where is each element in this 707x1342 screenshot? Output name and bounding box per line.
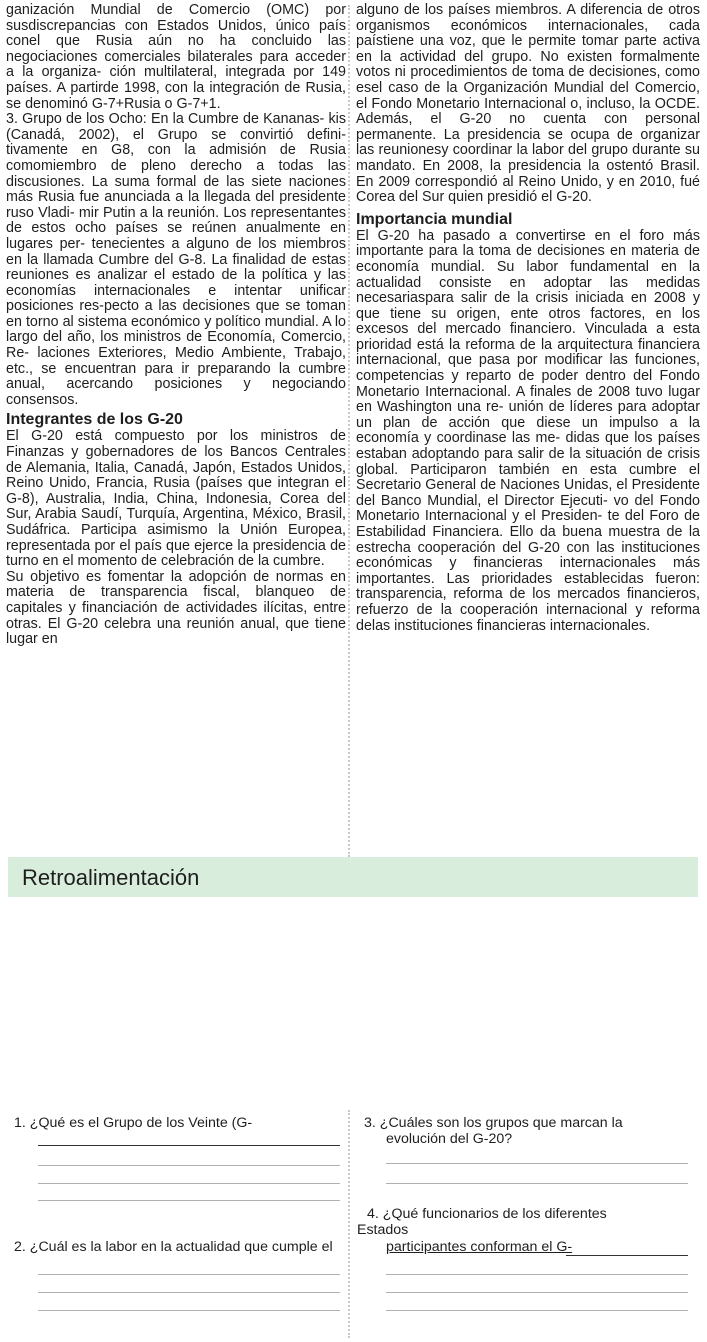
left-intro-paragraph: ganización Mundial de Comercio (OMC) por susdiscrepancias con Estados Unidos, único país conel que Rusia aún no ha concluido las negociaciones comerciales bilaterales para acceder a la organiza- ción multilateral, integrada por 149 países. A partirde 1998, con la integración de Rusia, se denominó G-7+Rusia o G-7+1. (6, 2, 346, 112)
importancia-heading: Importancia mundial (356, 210, 513, 228)
banner-title: Retroalimentación (22, 865, 200, 890)
answer-line-q3-b[interactable] (386, 1183, 688, 1184)
right-column (356, 3, 700, 634)
answer-line-q1-a[interactable] (38, 1145, 340, 1146)
answer-line-q4-c[interactable] (386, 1310, 688, 1311)
retroalimentacion-banner (8, 857, 698, 897)
answer-line-q2-b[interactable] (38, 1292, 340, 1293)
answer-line-q4-tail[interactable] (566, 1255, 688, 1256)
column-divider-bottom (348, 1110, 350, 1338)
column-divider-top (348, 5, 350, 857)
integrantes-heading: Integrantes de los G-20 (6, 411, 183, 429)
answer-line-q2-c[interactable] (38, 1310, 340, 1311)
integrantes-paragraph-1: El G-20 está compuesto por los ministros de Finanzas y gobernadores de los Bancos Centrales de Alemania, Italia, Canadá, Japón, Estados Unidos, Reino Unido, Francia, Rusia (países que integran el G-8), Australia, India, China, Indonesia, Corea del Sur, Arabia Saudí, Turquía, Argentina, México, Brasil, Sudáfrica. Participa asimismo la Unión Europea, representada por el país que ejerce la presidencia de turno en el momento de celebración de la cumbre. (6, 428, 346, 570)
question-3-line-1: 3. ¿Cuáles son los grupos que marcan la (364, 1115, 623, 1131)
answer-line-q1-c[interactable] (38, 1183, 340, 1184)
answer-line-q1-d[interactable] (38, 1200, 340, 1201)
answer-line-q4-b[interactable] (386, 1292, 688, 1293)
answer-line-q1-b[interactable] (38, 1165, 340, 1166)
question-4-line-2: Estados (357, 1222, 409, 1238)
item-3-paragraph: 3. Grupo de los Ocho: En la Cumbre de Kananas- kis (Canadá, 2002), el Grupo se convirtió defini- tivamente en G8, con la admisión de Rusia comomiembro de pleno derecho a todas las discusiones. La suma formal de las siete naciones más Rusia fue anunciada a la llegada del presidente ruso Vladi- mir Putin a la reunión. Los representantes de estos ocho países se reúnen anualmente en lugares per- tenecientes a alguno de los miembros en la llamada Cumbre del G-8. La finalidad de estas reuniones es analizar el estado de la política y las economías internacionales e intentar unificar posiciones res-pecto a las decisiones que se toman en torno al sistema económico y político mundial. A lo largo del año, los ministros de Economía, Comercio, Re- laciones Exteriores, Medio Ambiente, Trabajo, etc., se encuentran para ir preparando la cumbre anual, acercando posiciones y negociando consensos. (6, 111, 346, 408)
left-column (6, 3, 346, 648)
question-4-line-3: participantes conforman el G- (386, 1239, 573, 1255)
question-2: 2. ¿Cuál es la labor en la actualidad que cumple el (14, 1239, 333, 1255)
answer-line-q4-a[interactable] (386, 1274, 688, 1275)
right-intro-paragraph: alguno de los países miembros. A diferencia de otros organismos económicos internacionales, cada paístiene una voz, que le permite tomar parte activa en la actividad del grupo. No existen formalmente votos ni procedimientos de toma de decisiones, como esel caso de la Organización Mundial del Comercio, el Fondo Monetario Internacional o, incluso, la OCDE. Además, el G-20 no cuenta con personal permanente. La presidencia se ocupa de organizar las reunionesy coordinar la labor del grupo durante su mandato. En 2008, la presidencia la ostentó Brasil. En 2009 correspondió al Reino Unido, y en 2010, fué Corea del Sur quien presidió el G-20. (356, 2, 700, 206)
integrantes-paragraph-2: Su objetivo es fomentar la adopción de normas en materia de transparencia fiscal, blanqueo de capitales y financiación de actividades ilícitas, entre otras. El G-20 celebra una reunión anual, que tiene lugar en (6, 568, 346, 648)
question-3-line-2: evolución del G-20? (386, 1131, 513, 1147)
importancia-paragraph: El G-20 ha pasado a convertirse en el foro más importante para la toma de decisiones en materia de economía mundial. Su labor fundamental en la actualidad consiste en adoptar las medidas necesariaspara salir de la crisis iniciada en 2008 y que tiene su origen, ente otros factores, en los excesos del mercado financiero. Vinculada a esta prioridad está la reforma de la arquitectura financiera internacional, que pasa por modificar las funciones, competencias y reparto de poder dentro del Fondo Monetario Internacional. A finales de 2008 tuvo lugar en Washington una re- unión de líderes para adoptar un plan de acción que diese un impulso a la economía y coordinase las me- didas que los países estaban adoptando para salir de la situación de crisis global. Participaron también en esta cumbre el Secretario General de Naciones Unidas, el Presidente del Banco Mundial, el Director Ejecuti- vo del Fondo Monetario Internacional y el Presiden- te del Foro de Estabilidad Financiera. Ello da buena muestra de la estrecha cooperación del G-20 con las instituciones económicas y financieras internacionales más importantes. Las prioridades establecidas fueron: transparencia, reforma de los mercados financieros, refuerzo de la cooperación internacional y reforma delas instituciones financieras internacionales. (356, 227, 700, 634)
question-4-line-1: 4. ¿Qué funcionarios de los diferentes (367, 1206, 607, 1222)
answer-line-q2-a[interactable] (38, 1274, 340, 1275)
question-1: 1. ¿Qué es el Grupo de los Veinte (G- (14, 1115, 253, 1131)
answer-line-q3-a[interactable] (386, 1163, 688, 1164)
